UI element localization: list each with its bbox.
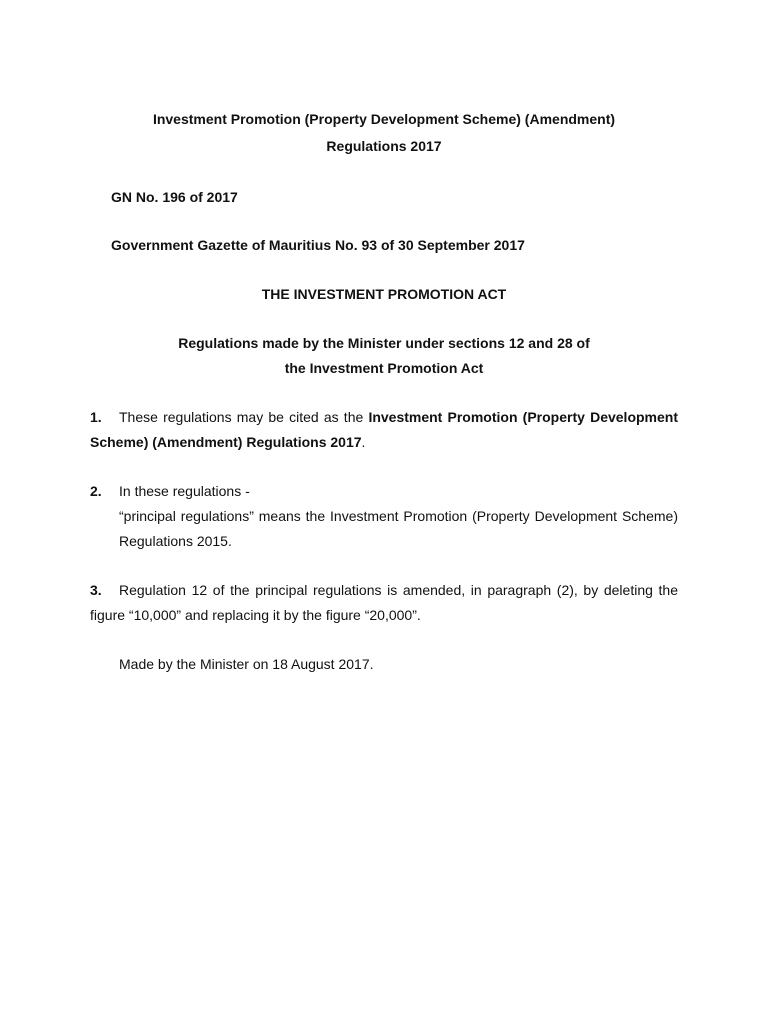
title-line-2: Regulations 2017 <box>326 138 442 154</box>
preamble-line-2: the Investment Promotion Act <box>284 360 484 376</box>
section-3-text-line-1: Regulation 12 of the principal regulations is amended, in paragraph (2), by deleting the <box>119 582 678 598</box>
gazette-reference: Government Gazette of Mauritius No. 93 of 30 September 2017 <box>111 237 525 253</box>
act-heading: THE INVESTMENT PROMOTION ACT <box>261 286 507 302</box>
section-1-period: . <box>361 434 366 450</box>
section-2-definition-line-1: “principal regulations” means the Investment Promotion (Property Development Scheme) <box>119 508 678 524</box>
section-1-line-1 <box>90 408 678 426</box>
section-3-line-2: figure “10,000” and replacing it by the figure “20,000”. <box>90 607 421 623</box>
section-2-intro: In these regulations - <box>119 483 250 499</box>
section-1-number: 1. <box>90 409 102 425</box>
section-1-line-2 <box>90 433 365 451</box>
section-1-citation-line-1: Investment Promotion (Property Development <box>368 409 678 425</box>
section-3-line-1 <box>90 581 678 599</box>
gn-number: GN No. 196 of 2017 <box>111 189 238 205</box>
section-2-line-1 <box>90 482 250 500</box>
section-1-text: These regulations may be cited as the <box>119 409 369 425</box>
closing-statement: Made by the Minister on 18 August 2017. <box>119 656 374 672</box>
preamble-line-1: Regulations made by the Minister under sections 12 and 28 of <box>178 335 590 351</box>
section-1-citation-line-2: Scheme) (Amendment) Regulations 2017 <box>90 434 362 450</box>
section-3-number: 3. <box>90 582 102 598</box>
section-2-number: 2. <box>90 483 102 499</box>
title-line-1: Investment Promotion (Property Development Scheme) (Amendment) <box>152 111 616 127</box>
section-2-definition-line-2: Regulations 2015. <box>119 533 232 549</box>
